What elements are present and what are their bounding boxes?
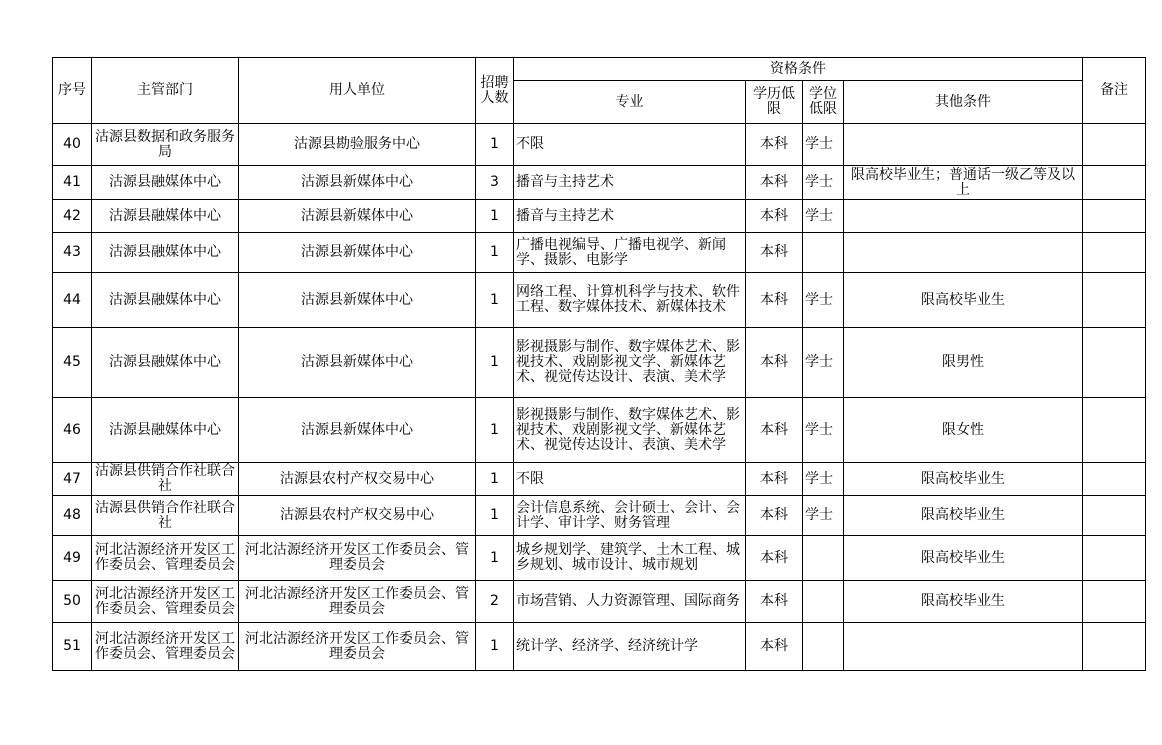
cell-edu: 本科 (746, 166, 803, 200)
cell-remark (1083, 273, 1146, 328)
cell-edu: 本科 (746, 398, 803, 463)
cell-count: 1 (476, 124, 514, 166)
cell-remark (1083, 496, 1146, 536)
cell-remark (1083, 536, 1146, 581)
cell-degree (803, 623, 844, 671)
cell-seq: 42 (53, 200, 92, 233)
cell-degree: 学士 (803, 166, 844, 200)
cell-dept: 河北沽源经济开发区工作委员会、管理委员会 (92, 581, 239, 623)
cell-major: 广播电视编导、广播电视学、新闻学、摄影、电影学 (514, 233, 746, 273)
cell-unit: 沽源县勘验服务中心 (239, 124, 476, 166)
cell-other: 限高校毕业生 (844, 273, 1083, 328)
cell-count: 2 (476, 581, 514, 623)
cell-unit: 河北沽源经济开发区工作委员会、管理委员会 (239, 581, 476, 623)
cell-other (844, 124, 1083, 166)
cell-dept: 河北沽源经济开发区工作委员会、管理委员会 (92, 536, 239, 581)
header-dept: 主管部门 (92, 58, 239, 124)
cell-edu: 本科 (746, 273, 803, 328)
cell-other: 限女性 (844, 398, 1083, 463)
table-row (53, 233, 1146, 273)
cell-unit: 沽源县新媒体中心 (239, 166, 476, 200)
recruitment-table (52, 57, 1146, 671)
cell-edu: 本科 (746, 328, 803, 398)
cell-major: 统计学、经济学、经济统计学 (514, 623, 746, 671)
cell-count: 1 (476, 233, 514, 273)
table-row (53, 496, 1146, 536)
table-row (53, 166, 1146, 200)
cell-count: 3 (476, 166, 514, 200)
cell-remark (1083, 166, 1146, 200)
table-row (53, 328, 1146, 398)
cell-seq: 41 (53, 166, 92, 200)
cell-other: 限高校毕业生 (844, 496, 1083, 536)
cell-seq: 47 (53, 463, 92, 496)
header-edu: 学历低限 (746, 81, 803, 124)
cell-remark (1083, 463, 1146, 496)
cell-degree: 学士 (803, 463, 844, 496)
cell-major: 播音与主持艺术 (514, 166, 746, 200)
cell-degree: 学士 (803, 328, 844, 398)
cell-degree (803, 233, 844, 273)
cell-dept: 沽源县数据和政务服务局 (92, 124, 239, 166)
cell-other: 限高校毕业生 (844, 581, 1083, 623)
cell-degree: 学士 (803, 273, 844, 328)
cell-seq: 43 (53, 233, 92, 273)
cell-remark (1083, 623, 1146, 671)
cell-seq: 45 (53, 328, 92, 398)
cell-major: 不限 (514, 124, 746, 166)
cell-unit: 沽源县新媒体中心 (239, 200, 476, 233)
cell-count: 1 (476, 623, 514, 671)
cell-count: 1 (476, 200, 514, 233)
header-seq: 序号 (53, 58, 92, 124)
cell-other (844, 623, 1083, 671)
cell-edu: 本科 (746, 200, 803, 233)
cell-count: 1 (476, 273, 514, 328)
cell-unit: 河北沽源经济开发区工作委员会、管理委员会 (239, 623, 476, 671)
table-row (53, 536, 1146, 581)
cell-major: 市场营销、人力资源管理、国际商务 (514, 581, 746, 623)
cell-dept: 沽源县融媒体中心 (92, 328, 239, 398)
cell-unit: 沽源县新媒体中心 (239, 328, 476, 398)
cell-count: 1 (476, 536, 514, 581)
cell-remark (1083, 328, 1146, 398)
cell-edu: 本科 (746, 463, 803, 496)
cell-major: 影视摄影与制作、数字媒体艺术、影视技术、戏剧影视文学、新媒体艺术、视觉传达设计、表演、美术学 (514, 328, 746, 398)
cell-edu: 本科 (746, 581, 803, 623)
cell-seq: 48 (53, 496, 92, 536)
cell-unit: 沽源县农村产权交易中心 (239, 496, 476, 536)
cell-dept: 沽源县融媒体中心 (92, 398, 239, 463)
cell-unit: 河北沽源经济开发区工作委员会、管理委员会 (239, 536, 476, 581)
table-row (53, 623, 1146, 671)
cell-other: 限高校毕业生 (844, 536, 1083, 581)
table-row (53, 398, 1146, 463)
cell-major: 城乡规划学、建筑学、土木工程、城乡规划、城市设计、城市规划 (514, 536, 746, 581)
cell-dept: 沽源县融媒体中心 (92, 233, 239, 273)
cell-major: 网络工程、计算机科学与技术、软件工程、数字媒体技术、新媒体技术 (514, 273, 746, 328)
cell-other: 限高校毕业生 (844, 463, 1083, 496)
cell-remark (1083, 124, 1146, 166)
header-unit: 用人单位 (239, 58, 476, 124)
header-degree: 学位低限 (803, 81, 844, 124)
header-major: 专业 (514, 81, 746, 124)
cell-seq: 49 (53, 536, 92, 581)
cell-dept: 沽源县供销合作社联合社 (92, 463, 239, 496)
cell-degree: 学士 (803, 496, 844, 536)
cell-dept: 沽源县融媒体中心 (92, 273, 239, 328)
cell-other (844, 233, 1083, 273)
table-row (53, 200, 1146, 233)
table-row (53, 581, 1146, 623)
cell-unit: 沽源县新媒体中心 (239, 233, 476, 273)
cell-dept: 沽源县供销合作社联合社 (92, 496, 239, 536)
cell-degree: 学士 (803, 398, 844, 463)
cell-remark (1083, 581, 1146, 623)
cell-seq: 50 (53, 581, 92, 623)
cell-seq: 40 (53, 124, 92, 166)
cell-seq: 44 (53, 273, 92, 328)
cell-remark (1083, 200, 1146, 233)
cell-remark (1083, 233, 1146, 273)
cell-major: 播音与主持艺术 (514, 200, 746, 233)
cell-other: 限男性 (844, 328, 1083, 398)
cell-other: 限高校毕业生；普通话一级乙等及以上 (844, 166, 1083, 200)
cell-major: 会计信息系统、会计硕士、会计、会计学、审计学、财务管理 (514, 496, 746, 536)
cell-edu: 本科 (746, 124, 803, 166)
cell-edu: 本科 (746, 623, 803, 671)
cell-remark (1083, 398, 1146, 463)
cell-unit: 沽源县新媒体中心 (239, 273, 476, 328)
cell-dept: 沽源县融媒体中心 (92, 166, 239, 200)
table-row (53, 273, 1146, 328)
cell-degree: 学士 (803, 200, 844, 233)
cell-degree (803, 581, 844, 623)
cell-dept: 河北沽源经济开发区工作委员会、管理委员会 (92, 623, 239, 671)
table-row (53, 124, 1146, 166)
cell-count: 1 (476, 328, 514, 398)
cell-major: 不限 (514, 463, 746, 496)
cell-unit: 沽源县新媒体中心 (239, 398, 476, 463)
cell-seq: 51 (53, 623, 92, 671)
cell-seq: 46 (53, 398, 92, 463)
header-other: 其他条件 (844, 81, 1083, 124)
header-qualifications: 资格条件 (514, 58, 1083, 81)
header-count: 招聘人数 (476, 58, 514, 124)
cell-unit: 沽源县农村产权交易中心 (239, 463, 476, 496)
cell-edu: 本科 (746, 536, 803, 581)
cell-edu: 本科 (746, 496, 803, 536)
table-row (53, 463, 1146, 496)
cell-degree: 学士 (803, 124, 844, 166)
cell-other (844, 200, 1083, 233)
cell-dept: 沽源县融媒体中心 (92, 200, 239, 233)
cell-degree (803, 536, 844, 581)
cell-count: 1 (476, 496, 514, 536)
cell-major: 影视摄影与制作、数字媒体艺术、影视技术、戏剧影视文学、新媒体艺术、视觉传达设计、表演、美术学 (514, 398, 746, 463)
header-remark: 备注 (1083, 58, 1146, 124)
cell-count: 1 (476, 398, 514, 463)
cell-count: 1 (476, 463, 514, 496)
cell-edu: 本科 (746, 233, 803, 273)
